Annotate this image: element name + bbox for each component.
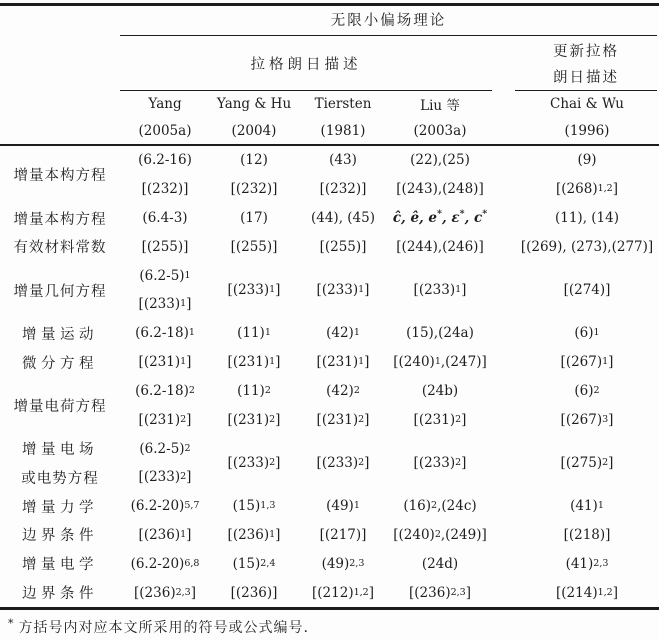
equation-reference: [(212) 1,2 ]	[312, 584, 374, 601]
table-cell	[492, 261, 659, 319]
equation-reference: (49) 2,3	[321, 555, 365, 572]
table-cell	[388, 377, 492, 435]
equation-reference: [(231) 2 ]	[413, 411, 467, 428]
table-cell	[298, 377, 388, 435]
table-row	[0, 492, 659, 550]
equation-reference: [(232)]	[230, 181, 278, 198]
row-label-line: 增量本构方程	[13, 168, 107, 185]
equation-reference: [(267) 1 ]	[560, 354, 614, 371]
equation-reference: (9)	[577, 152, 597, 169]
equation-reference: (41) 1	[570, 498, 604, 515]
equation-reference: (6.4-3)	[142, 210, 188, 227]
table-cell	[492, 377, 659, 435]
table-cell	[492, 549, 659, 607]
equation-reference: (24b)	[421, 382, 459, 399]
table-bottom-rule	[0, 607, 659, 610]
equation-reference: [(274)]	[563, 282, 611, 299]
equation-reference: (6.2-16)	[138, 152, 192, 169]
equation-reference: (6.2-20) 5,7	[130, 498, 200, 515]
table-cell	[210, 492, 298, 550]
equation-reference: [(269), (273),(277)]	[520, 238, 654, 255]
equation-reference: [(275) 2 ]	[560, 454, 614, 471]
updated-lagrangian-line-1: 更新拉格	[553, 43, 619, 60]
equation-reference: (11), (14)	[554, 210, 619, 227]
column-header-spacer	[0, 90, 120, 144]
row-label	[0, 146, 120, 204]
equation-reference: (6.2-18) 2	[135, 382, 195, 399]
equation-reference: (16) 2 ,(24c)	[403, 498, 477, 515]
equation-reference: [(240) 1 ,(247)]	[393, 354, 487, 371]
table-cell	[120, 319, 210, 377]
row-label	[0, 261, 120, 319]
table-header-lagrangian-description: 拉格朗日描述	[250, 56, 362, 73]
author-name: Liu 等	[420, 97, 460, 114]
equation-reference: (44), (45)	[310, 210, 375, 227]
column-header-tiersten	[298, 90, 388, 144]
table-cell	[210, 204, 298, 262]
table-cell	[120, 549, 210, 607]
equation-reference: [(231) 1 ]	[227, 354, 281, 371]
row-label-line: 增量本构方程	[13, 211, 107, 228]
table-cell	[492, 434, 659, 492]
equation-reference: (42) 1	[326, 325, 360, 342]
author-name: Yang & Hu	[216, 95, 292, 112]
table-cell	[388, 146, 492, 204]
row-label	[0, 377, 120, 435]
column-header-liu	[388, 90, 492, 144]
equation-reference: [(255)]	[141, 238, 189, 255]
row-label-line: 边界条件	[22, 586, 98, 603]
table-row	[0, 549, 659, 607]
table-cell	[388, 549, 492, 607]
column-header-chai-wu	[492, 90, 659, 144]
table-cell	[210, 434, 298, 492]
table-cell	[210, 319, 298, 377]
author-name: Yang	[148, 95, 182, 112]
table-cell	[210, 261, 298, 319]
row-label-line: 增量几何方程	[13, 283, 107, 300]
table-cell	[120, 261, 210, 319]
equation-reference: (15) 1,3	[232, 498, 276, 515]
equation-reference: [(232)]	[319, 181, 367, 198]
table-cell	[298, 261, 388, 319]
table-cell	[120, 146, 210, 204]
equation-reference: [(233) 2 ]	[227, 454, 281, 471]
equation-reference: (24d)	[421, 555, 459, 572]
row-label-line: 边界条件	[22, 528, 98, 545]
equation-reference: (6) 2	[574, 382, 600, 399]
table-cell	[120, 434, 210, 492]
equation-reference: (6.2-20) 6,8	[130, 555, 200, 572]
table-cell	[120, 377, 210, 435]
equation-reference: [(255)]	[319, 238, 367, 255]
equation-reference: ĉ, ê, e*, ε*, c*	[392, 208, 488, 227]
row-label-line: 增量电场	[22, 442, 98, 459]
equation-reference: (11) 1	[237, 325, 271, 342]
equation-reference: [(236)]	[230, 584, 278, 601]
table-row	[0, 204, 659, 262]
equation-reference: [(231) 2 ]	[316, 411, 370, 428]
equation-reference: (6.2-5) 2	[139, 440, 191, 457]
table-footnote	[6, 616, 656, 638]
equation-reference: (11) 2	[237, 382, 271, 399]
equation-reference: (17)	[240, 210, 268, 227]
table-cell	[388, 261, 492, 319]
equation-reference: [(236) 1 ]	[227, 526, 281, 543]
table-cell	[492, 492, 659, 550]
table-header-updated-lagrangian-description	[515, 37, 657, 89]
equation-reference: (42) 2	[326, 382, 360, 399]
row-label-line: 微分方程	[22, 355, 98, 372]
equation-reference: [(233) 2 ]	[138, 469, 192, 486]
equation-reference: [(243),(248)]	[396, 181, 484, 198]
row-label	[0, 204, 120, 262]
updated-lagrangian-line-2: 朗日描述	[553, 69, 619, 86]
equation-reference: (43)	[329, 152, 357, 169]
row-label-line: 增量运动	[22, 326, 98, 343]
equation-reference: (49) 1	[326, 498, 360, 515]
equation-reference: [(233) 2 ]	[413, 454, 467, 471]
footnote-text: 方括号内对应本文所采用的符号或公式编号.	[18, 620, 309, 636]
row-label-line: 增量电学	[22, 557, 98, 574]
table-cell	[298, 146, 388, 204]
equation-reference: [(233) 1 ]	[316, 282, 370, 299]
table-cell	[388, 434, 492, 492]
equation-reference: [(231) 1 ]	[138, 354, 192, 371]
table-cell	[298, 204, 388, 262]
row-label-line: 或电势方程	[21, 470, 99, 487]
equation-reference: [(244),(246)]	[396, 238, 484, 255]
row-label	[0, 492, 120, 550]
author-year: (2003a)	[413, 122, 467, 139]
equation-reference: (15) 2,4	[232, 555, 276, 572]
table-cell	[298, 492, 388, 550]
equation-reference: (6.2-18) 1	[135, 325, 195, 342]
table-row	[0, 434, 659, 492]
table-cell	[492, 146, 659, 204]
row-label-line: 有效材料常数	[13, 240, 107, 257]
equation-reference: (6) 1	[574, 325, 600, 342]
equation-reference: [(214) 1,2 ]	[556, 584, 618, 601]
equation-reference: [(231) 2 ]	[227, 411, 281, 428]
footnote-marker: *	[8, 616, 14, 630]
table-row	[0, 319, 659, 377]
equation-reference: (41) 2,3	[565, 555, 609, 572]
row-label-line: 增量力学	[22, 499, 98, 516]
table-cell	[388, 204, 492, 262]
table-header-theory: 无限小偏场理论	[330, 13, 447, 29]
equation-reference: [(231) 1 ]	[316, 354, 370, 371]
author-name: Tiersten	[314, 95, 372, 112]
column-header-yang-hu	[210, 90, 298, 144]
author-year: (2005a)	[138, 122, 192, 139]
equation-reference: [(217)]	[319, 526, 367, 543]
equation-reference: [(236) 2,3 ]	[134, 584, 196, 601]
row-label	[0, 549, 120, 607]
author-year: (2004)	[231, 122, 277, 139]
equation-reference: [(232)]	[141, 181, 189, 198]
equation-reference: [(236) 2,3 ]	[409, 584, 471, 601]
equation-reference: (6.2-5) 1	[139, 267, 191, 284]
equation-reference: [(255)]	[230, 238, 278, 255]
table-cell	[210, 377, 298, 435]
equation-reference: [(268) 1,2 ]	[556, 181, 618, 198]
equation-reference: [(233) 1 ]	[413, 282, 467, 299]
author-year: (1981)	[320, 122, 366, 139]
equation-reference: [(231) 2 ]	[138, 411, 192, 428]
table-body	[0, 146, 659, 607]
equation-reference: [(240) 2 ,(249)]	[393, 526, 487, 543]
row-label	[0, 319, 120, 377]
table-row	[0, 146, 659, 204]
table-cell	[492, 204, 659, 262]
table-cell	[298, 549, 388, 607]
row-label	[0, 434, 120, 492]
table-cell	[210, 549, 298, 607]
table-cell	[120, 492, 210, 550]
equation-reference: [(267) 3 ]	[560, 411, 614, 428]
equation-reference: [(233) 1 ]	[227, 282, 281, 299]
equation-reference: (22),(25)	[410, 152, 470, 169]
equation-reference: [(236) 1 ]	[138, 526, 192, 543]
equation-reference: [(233) 1 ]	[138, 296, 192, 313]
table-row	[0, 261, 659, 319]
author-year: (1996)	[564, 122, 610, 139]
table-cell	[120, 204, 210, 262]
table-cell	[298, 434, 388, 492]
table-cell	[298, 319, 388, 377]
table-cell	[210, 146, 298, 204]
table-cell	[388, 319, 492, 377]
table-row	[0, 377, 659, 435]
table-cell	[492, 319, 659, 377]
equation-reference: [(218)]	[563, 526, 611, 543]
column-headers-row	[0, 90, 659, 144]
row-label-line: 增量电荷方程	[13, 398, 107, 415]
equation-reference: [(233) 2 ]	[316, 454, 370, 471]
author-name: Chai & Wu	[549, 95, 624, 112]
equation-reference: (12)	[240, 152, 268, 169]
column-header-yang	[120, 90, 210, 144]
table-cell	[388, 492, 492, 550]
equation-reference: (15),(24a)	[406, 325, 474, 342]
